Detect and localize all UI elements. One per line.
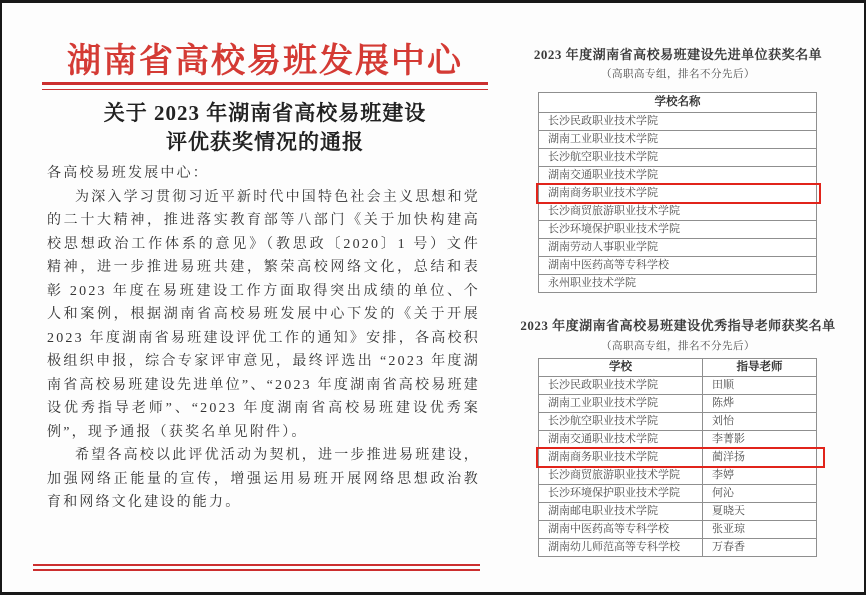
notice-body — [47, 162, 480, 515]
notice-title — [40, 99, 490, 157]
teacher-row — [539, 395, 816, 413]
unit-row-highlighted — [539, 185, 816, 203]
teacher-name-cell: 夏晓天 — [712, 505, 745, 517]
school-cell: 长沙环境保护职业技术学院 — [539, 485, 703, 502]
unit-row: 永州职业技术学院 — [548, 277, 636, 289]
teacher-row — [539, 431, 816, 449]
notice-footer-rule — [33, 564, 480, 571]
units-table-title: 2023 年度湖南省高校易班建设先进单位获奖名单 — [533, 47, 823, 62]
unit-row: 湖南中医药高等专科学校 — [539, 257, 816, 275]
teacher-row — [539, 539, 816, 556]
teacher-name-cell: 李婷 — [712, 469, 734, 481]
teachers-table-title: 2023 年度湖南省高校易班建设优秀指导老师获奖名单 — [520, 318, 836, 333]
units-table — [538, 92, 817, 293]
unit-row: 湖南交通职业技术学院 — [539, 167, 816, 185]
teacher-name-cell: 何沁 — [712, 487, 734, 499]
teachers-table-header-teacher: 指导老师 — [736, 361, 783, 373]
school-cell: 湖南交通职业技术学院 — [539, 431, 703, 448]
teacher-name-cell: 李菁影 — [712, 433, 745, 445]
unit-row: 长沙民政职业技术学院 — [539, 113, 816, 131]
school-cell: 湖南中医药高等专科学校 — [539, 521, 703, 538]
teacher-row — [539, 377, 816, 395]
school-cell: 湖南商务职业技术学院 — [539, 449, 703, 466]
teachers-table-subtitle: （高职高专组，排名不分先后） — [601, 341, 755, 352]
teacher-row — [539, 485, 816, 503]
teachers-table-header-row — [539, 359, 816, 377]
teacher-row — [539, 413, 816, 431]
school-cell: 长沙民政职业技术学院 — [539, 377, 703, 394]
teacher-name-cell: 张亚琼 — [712, 523, 745, 535]
school-cell: 长沙航空职业技术学院 — [539, 413, 703, 430]
school-cell: 湖南邮电职业技术学院 — [539, 503, 703, 520]
notice-paragraph-2: 希望各高校以此评优活动为契机，进一步推进易班建设，加强网络正能量的宣传，增强运用易班开展网络思想政治教育和网络文化建设的能力。 — [47, 448, 480, 510]
unit-row: 湖南工业职业技术学院 — [539, 131, 816, 149]
letterhead-rule — [42, 82, 488, 90]
teacher-row — [539, 503, 816, 521]
unit-row: 湖南劳动人事职业学院 — [539, 239, 816, 257]
unit-row: 长沙航空职业技术学院 — [539, 149, 816, 167]
teacher-name-cell: 万春香 — [712, 541, 745, 553]
notice-title-line2: 评优获奖情况的通报 — [166, 130, 364, 154]
notice-salutation: 各高校易班发展中心： — [47, 166, 209, 181]
letterhead-org-name: 湖南省高校易班发展中心 — [67, 43, 463, 80]
school-cell: 长沙商贸旅游职业技术学院 — [539, 467, 703, 484]
teacher-row — [539, 467, 816, 485]
unit-row-label: 湖南商务职业技术学院 — [548, 187, 658, 199]
teacher-name-cell: 田顺 — [712, 379, 734, 391]
school-cell: 湖南工业职业技术学院 — [539, 395, 703, 412]
teachers-table-header-school: 学校 — [539, 359, 703, 376]
notice-paragraph-1: 为深入学习贯彻习近平新时代中国特色社会主义思想和党的二十大精神，推进落实教育部等八部门《关于加快构建高校思想政治工作体系的意见》（教思政〔2020〕1 号）文件精神，进一步推进易班共建，繁荣高校网络文化，总结和表彰 2023 年度在易班建设工作方面取得突出成绩的单位、个人和案例，根据湖南省高校易班发展中心下发的《关于开展 2023 年度湖南省易班建设评优工作的通知》安排，各高校积极组织申报，综合专家评审意见，最终评选出 “2023 年度湖南省高校易班建设先进单位”、“2023 年度湖南省高校易班建设优秀指导老师”、“2023 年度湖南省高校易班建设优秀案例”，现予通报（获奖名单见附件）。 — [47, 189, 480, 440]
teacher-name-cell: 蔺洋扬 — [712, 451, 745, 463]
school-cell: 湖南幼儿师范高等专科学校 — [539, 539, 703, 556]
teacher-row-highlighted — [539, 449, 816, 467]
teacher-name-cell: 陈烨 — [712, 397, 734, 409]
teacher-row — [539, 521, 816, 539]
units-table-subtitle: （高职高专组，排名不分先后） — [601, 69, 755, 80]
notice-title-line1: 关于 2023 年湖南省高校易班建设 — [103, 101, 427, 125]
unit-row: 长沙商贸旅游职业技术学院 — [539, 203, 816, 221]
unit-row: 长沙环境保护职业技术学院 — [539, 221, 816, 239]
teacher-name-cell: 刘怡 — [712, 415, 734, 427]
units-table-header: 学校名称 — [539, 93, 816, 113]
teachers-table — [538, 358, 817, 557]
